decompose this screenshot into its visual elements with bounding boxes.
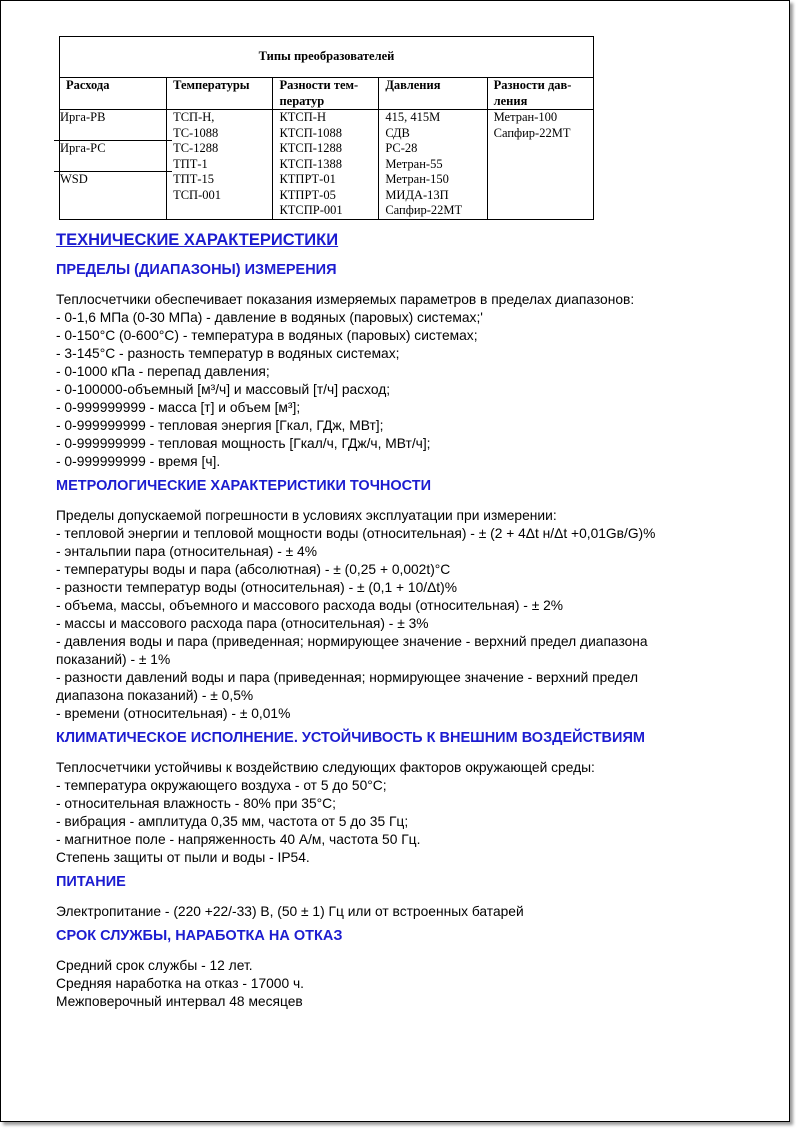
converters-table <box>59 36 594 220</box>
text-line: Межповерочный интервал 48 месяцев <box>56 994 303 1009</box>
text-line: Теплосчетчики устойчивы к воздействию следующих факторов окружающей среды: <box>56 760 595 775</box>
section-heading-accuracy: МЕТРОЛОГИЧЕСКИЕ ХАРАКТЕРИСТИКИ ТОЧНОСТИ <box>56 478 432 494</box>
text-line: - разности давлений воды и пара (приведенная; нормирующее значение - верхний предел <box>56 670 638 685</box>
text-line: Средний срок службы - 12 лет. <box>56 958 253 973</box>
section-text-climate <box>56 759 756 867</box>
header-pressure: Давления <box>379 78 487 110</box>
text-line: - магнитное поле - напряженность 40 А/м, частота 50 Гц. <box>56 832 421 847</box>
table-cell: КТСП-1088 <box>279 125 342 140</box>
table-cell: КТСП-1388 <box>279 156 342 171</box>
text-line: Пределы допускаемой погрешности в условиях эксплуатации при измерении: <box>56 508 557 523</box>
table-cell: КТПРТ-05 <box>279 187 336 202</box>
table-cell: ТПТ-1 <box>173 156 208 171</box>
table-cell: КТСП-1288 <box>279 141 342 155</box>
table-cell: СДВ <box>385 125 410 140</box>
table-cell: Сапфир-22МТ <box>385 203 463 217</box>
table-cell: КТСП-Н <box>279 110 326 124</box>
section-text-service-life <box>56 957 756 1011</box>
pressure-column <box>379 110 487 220</box>
text-line: - вибрация - амплитуда 0,35 мм, частота от 5 до 35 Гц; <box>56 814 409 829</box>
table-cell: КТПРТ-01 <box>279 172 336 186</box>
table-cell: Ирга-РС <box>54 141 172 172</box>
section-text-accuracy <box>56 507 756 723</box>
table-cell: Метран-100 <box>493 110 558 124</box>
text-line: - массы и массового расхода пара (относительная) - ± 3% <box>56 616 429 631</box>
table-cell: МИДА-13П <box>385 187 449 202</box>
table-cell: Сапфир-22МТ <box>493 125 571 140</box>
text-line: - объема, массы, объемного и массового расхода воды (относительная) - ± 2% <box>56 598 564 613</box>
text-line: Степень защиты от пыли и воды - IP54. <box>56 850 310 865</box>
section-heading-service-life: СРОК СЛУЖБЫ, НАРАБОТКА НА ОТКАЗ <box>56 928 343 944</box>
text-line: - температура окружающего воздуха - от 5 до 50°С; <box>56 778 387 793</box>
text-line: Электропитание - (220 +22/-33) В, (50 ± 1) Гц или от встроенных батарей <box>56 904 524 919</box>
text-line: - 0-999999999 - тепловая мощность [Гкал/ч, ГДж/ч, МВт/ч]; <box>56 436 431 451</box>
pressure-difference-column <box>487 110 593 220</box>
text-line: - 0-1,6 МПа (0-30 МПа) - давление в водяных (паровых) системах;' <box>56 310 483 325</box>
document-content <box>56 229 756 1013</box>
table-cell: Метран-55 <box>385 156 443 171</box>
text-line: диапазона показаний) - ± 0,5% <box>56 688 254 703</box>
text-line: Теплосчетчики обеспечивает показания измеряемых параметров в пределах диапазонов: <box>56 292 635 307</box>
text-line: - времени (относительная) - ± 0,01% <box>56 706 291 721</box>
table-cell: ТПТ-15 <box>173 172 215 186</box>
text-line: Средняя наработка на отказ - 17000 ч. <box>56 976 305 991</box>
table-cell: 415, 415М <box>385 110 441 124</box>
table-cell: ТСП-001 <box>173 187 221 202</box>
table-cell: Ирга-РВ <box>54 110 172 141</box>
section-text-ranges <box>56 291 756 471</box>
text-line: - 0-999999999 - масса [т] и объем [м³]; <box>56 400 301 415</box>
main-heading: ТЕХНИЧЕСКИЕ ХАРАКТЕРИСТИКИ <box>56 231 339 249</box>
section-text-power <box>56 903 756 921</box>
table-cell: WSD <box>60 172 88 186</box>
table-cell: Метран-150 <box>385 172 449 186</box>
temperature-column <box>167 110 273 220</box>
text-line: - разности температур воды (относительная) - ± (0,1 + 10/Δt)% <box>56 580 457 595</box>
text-line: - 3-145°С - разность температур в водяных системах; <box>56 346 400 361</box>
text-line: - 0-999999999 - время [ч]. <box>56 454 221 469</box>
header-temperature-difference: Разности тем- ператур <box>273 78 379 110</box>
text-line: - 0-1000 кПа - перепад давления; <box>56 364 270 379</box>
table-cell: КТСПР-001 <box>279 203 343 217</box>
table-cell: ТС-1088 <box>173 125 219 140</box>
table-cell: РС-28 <box>385 141 418 155</box>
text-line: - относительная влажность - 80% при 35°С; <box>56 796 336 811</box>
section-heading-climate: КЛИМАТИЧЕСКОЕ ИСПОЛНЕНИЕ. УСТОЙЧИВОСТЬ К ВНЕШНИМ ВОЗДЕЙСТВИЯМ <box>56 730 645 746</box>
text-line: - тепловой энергии и тепловой мощности воды (относительная) - ± (2 + 4Δt н/Δt +0,01Gв/G)% <box>56 526 656 541</box>
text-line: - 0-100000-объемный [м³/ч] и массовый [т/ч] расход; <box>56 382 391 397</box>
header-temperature: Температуры <box>167 78 273 110</box>
header-flow: Расхода <box>60 78 167 110</box>
text-line: - температуры воды и пара (абсолютная) - ± (0,25 + 0,002t)°С <box>56 562 451 577</box>
table-cell: ТС-1288 <box>173 141 219 155</box>
table-title: Типы преобразователей <box>60 37 594 78</box>
text-line: показаний) - ± 1% <box>56 652 171 667</box>
section-heading-ranges: ПРЕДЕЛЫ (ДИАПАЗОНЫ) ИЗМЕРЕНИЯ <box>56 262 337 278</box>
text-line: - энтальпии пара (относительная) - ± 4% <box>56 544 317 559</box>
text-line: - давления воды и пара (приведенная; нормирующее значение - верхний предел диапазона <box>56 634 648 649</box>
table-cell: ТСП-Н, <box>173 110 215 124</box>
flow-column <box>60 110 167 220</box>
text-line: - 0-150°С (0-600°С) - температура в водяных (паровых) системах; <box>56 328 478 343</box>
header-pressure-difference: Разности дав- ления <box>487 78 593 110</box>
section-heading-power: ПИТАНИЕ <box>56 874 126 890</box>
text-line: - 0-999999999 - тепловая энергия [Гкал, ГДж, МВт]; <box>56 418 384 433</box>
temperature-difference-column <box>273 110 379 220</box>
converters-table-wrapper <box>59 36 594 220</box>
